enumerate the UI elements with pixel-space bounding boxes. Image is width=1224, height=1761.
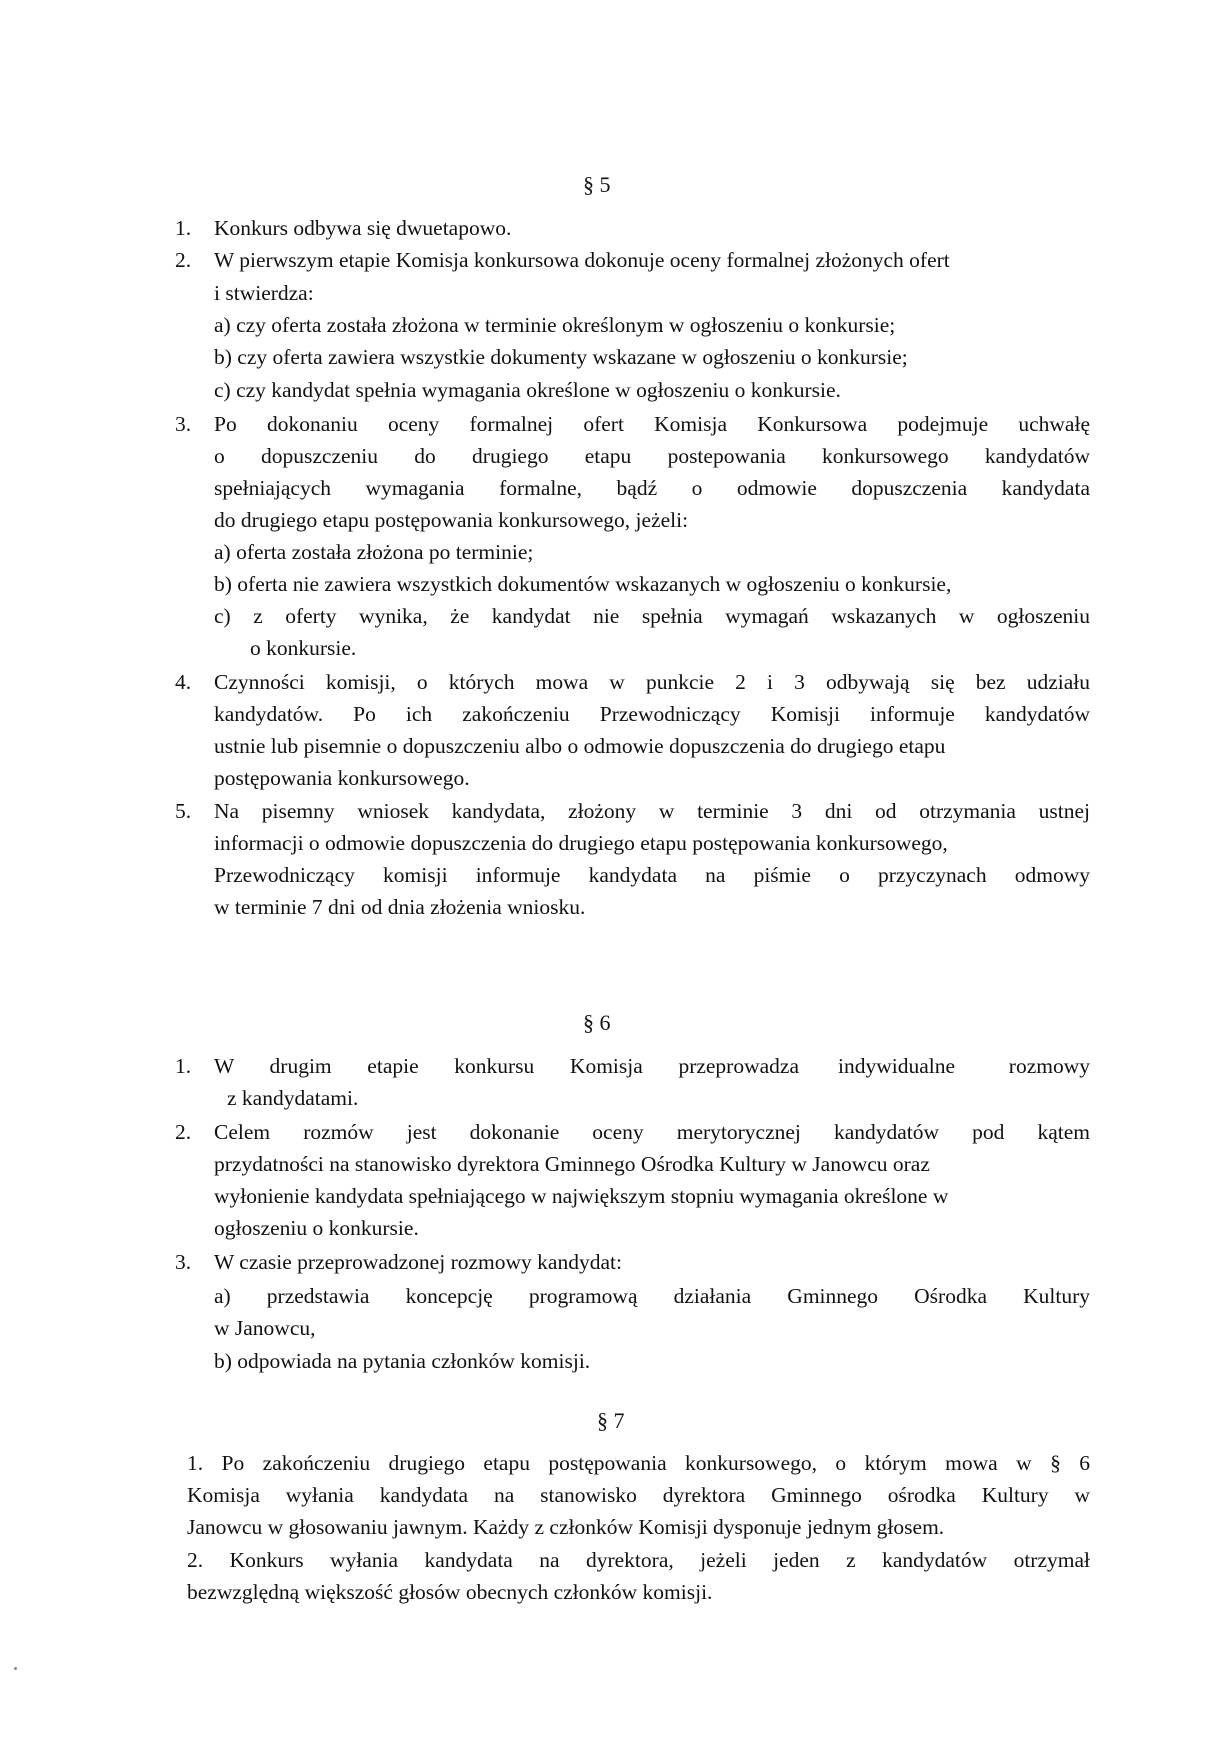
s5-p4-line4: postępowania konkursowego. [214, 766, 470, 790]
s5-p3-item-a: a) oferta została złożona po terminie; [214, 540, 534, 564]
s6-p3-item-a-line1: a) przedstawia koncepcję programową działania Gminnego Ośrodka Kultury [214, 1284, 1090, 1308]
s5-p4-number: 4. [175, 670, 192, 694]
s5-p5-line3: Przewodniczący komisji informuje kandydata na piśmie o przyczynach odmowy [214, 863, 1090, 887]
s5-p3-line1: Po dokonaniu oceny formalnej ofert Komisja Konkursowa podejmuje uchwałę [214, 412, 1090, 436]
s5-p3-item-c-line1: c) z oferty wynika, że kandydat nie spełnia wymagań wskazanych w ogłoszeniu [214, 604, 1090, 628]
s6-p1-line2: z kandydatami. [227, 1086, 359, 1110]
s7-p2-line1: 2. Konkurs wyłania kandydata na dyrektora, jeżeli jeden z kandydatów otrzymał [187, 1548, 1090, 1572]
section-5-heading: § 5 [583, 172, 611, 197]
scan-speck [14, 1667, 17, 1670]
s5-p5-line4: w terminie 7 dni od dnia złożenia wniosku. [214, 895, 586, 919]
s5-p3-line4: do drugiego etapu postępowania konkursowego, jeżeli: [214, 508, 689, 532]
s5-p2-item-c: c) czy kandydat spełnia wymagania określone w ogłoszeniu o konkursie. [214, 378, 841, 402]
s6-p3-item-a-line2: w Janowcu, [214, 1316, 316, 1340]
s5-p3-line2: o dopuszczeniu do drugiego etapu postepowania konkursowego kandydatów [214, 444, 1090, 468]
s5-p3-item-c-line2: o konkursie. [250, 636, 357, 660]
s5-p2-number: 2. [175, 248, 192, 272]
s5-p2-item-b: b) czy oferta zawiera wszystkie dokumenty wskazane w ogłoszeniu o konkursie; [214, 345, 908, 369]
s6-p3-line1: W czasie przeprowadzonej rozmowy kandydat: [214, 1250, 622, 1274]
s5-p5-number: 5. [175, 799, 192, 823]
s5-p1-number: 1. [175, 216, 192, 240]
s7-p1-line1: 1. Po zakończeniu drugiego etapu postępowania konkursowego, o którym mowa w § 6 [187, 1451, 1090, 1475]
s6-p1-number: 1. [175, 1054, 192, 1078]
s5-p2-line2: i stwierdza: [214, 281, 314, 305]
s6-p2-line2: przydatności na stanowisko dyrektora Gminnego Ośrodka Kultury w Janowcu oraz [214, 1152, 930, 1176]
s6-p1-line1a: W drugim etapie konkursu Komisja przeprowadza [214, 1054, 799, 1078]
s5-p2-item-a: a) czy oferta została złożona w terminie określonym w ogłoszeniu o konkursie; [214, 313, 896, 337]
s6-p2-line3: wyłonienie kandydata spełniającego w największym stopniu wymagania określone w [214, 1184, 949, 1208]
s6-p2-number: 2. [175, 1120, 192, 1144]
s7-p1-line3: Janowcu w głosowaniu jawnym. Każdy z członków Komisji dysponuje jednym głosem. [187, 1515, 945, 1539]
s5-p5-line1: Na pisemny wniosek kandydata, złożony w terminie 3 dni od otrzymania ustnej [214, 799, 1090, 823]
s6-p3-number: 3. [175, 1250, 192, 1274]
s5-p3-line3: spełniających wymagania formalne, bądź o odmowie dopuszczenia kandydata [214, 476, 1090, 500]
section-6-heading: § 6 [583, 1010, 611, 1035]
s5-p4-line2: kandydatów. Po ich zakończeniu Przewodniczący Komisji informuje kandydatów [214, 702, 1090, 726]
s5-p3-item-b: b) oferta nie zawiera wszystkich dokumentów wskazanych w ogłoszeniu o konkursie, [214, 572, 952, 596]
s6-p2-line4: ogłoszeniu o konkursie. [214, 1216, 419, 1240]
s6-p3-item-b: b) odpowiada na pytania członków komisji. [214, 1349, 591, 1373]
s7-p1-line2: Komisja wyłania kandydata na stanowisko dyrektora Gminnego ośrodka Kultury w [187, 1483, 1090, 1507]
s5-p3-number: 3. [175, 412, 192, 436]
s5-p2-line1: W pierwszym etapie Komisja konkursowa dokonuje oceny formalnej złożonych ofert [214, 248, 950, 272]
s5-p4-line1: Czynności komisji, o których mowa w punkcie 2 i 3 odbywają się bez udziału [214, 670, 1090, 694]
s6-p2-line1: Celem rozmów jest dokonanie oceny merytorycznej kandydatów pod kątem [214, 1120, 1090, 1144]
s7-p2-line2: bezwzględną większość głosów obecnych członków komisji. [187, 1580, 713, 1604]
s6-p1-line1b: indywidualne rozmowy [838, 1054, 1090, 1078]
s5-p5-line2: informacji o odmowie dopuszczenia do drugiego etapu postępowania konkursowego, [214, 831, 948, 855]
s5-p4-line3: ustnie lub pisemnie o dopuszczeniu albo o odmowie dopuszczenia do drugiego etapu [214, 734, 946, 758]
section-7-heading: § 7 [597, 1408, 625, 1433]
s5-p1-text: Konkurs odbywa się dwuetapowo. [214, 216, 512, 240]
